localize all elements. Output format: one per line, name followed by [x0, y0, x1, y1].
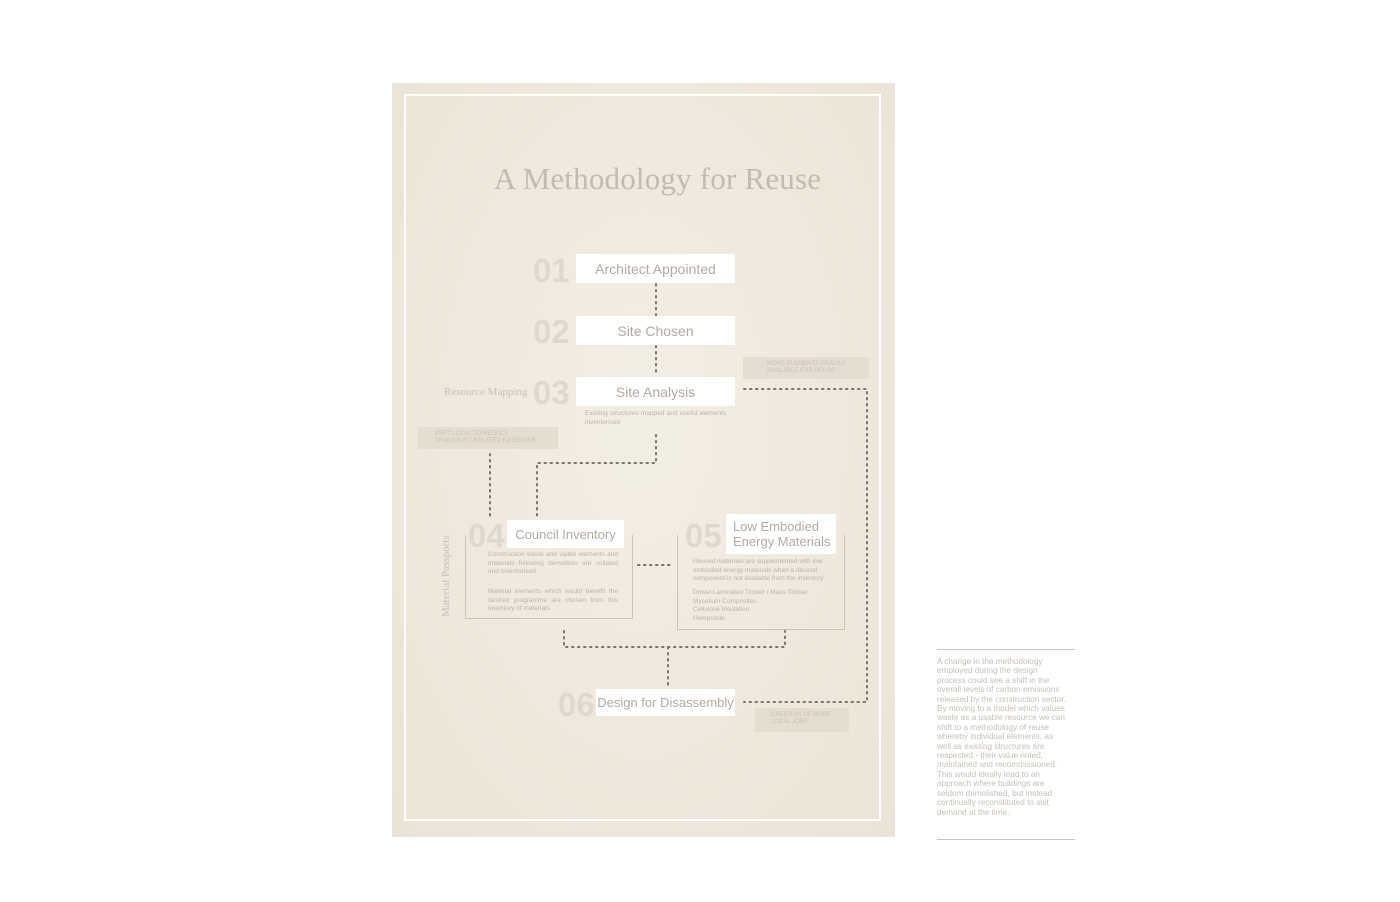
step-label: Site Chosen [617, 322, 694, 339]
note-line: MORE ELEMENTS READILY [767, 361, 846, 367]
description-panel [937, 649, 1075, 840]
step-desc-low-embodied: Reused materials are supplemented with low embodied energy materials when a desired component is not available from the inventory [693, 558, 824, 582]
description-text: A change in the methodology employed during the design process could see a shift in the overall levels of carbon emissions released by the construction sector. By moving to a model which values waste as a usable resource we can shift to a methodology of reuse whereby individual elements, as well as existing structures are respected - their value noted, maintained and recommissioned. This would ideally lead to an approach where buildings are seldom demolished, but instead continually reconstituted to suit demand at the time. [937, 657, 1066, 817]
side-label-resource-mapping: Resource Mapping [444, 386, 528, 398]
note-line: KEPT LOCAL TO REDUCE [435, 431, 509, 437]
note-line: AVAILABLE FOR REUSE [767, 368, 836, 374]
step-label: Design for Disassembly [597, 695, 734, 710]
material-item: Hempcrete [693, 614, 725, 622]
step-label-line2: Energy Materials [733, 534, 831, 549]
side-label-material-passports: Material Passports [440, 535, 452, 617]
material-item: Dowel Laminated Timber / Mass Timber [693, 589, 808, 596]
step-number-02: 02 [533, 313, 570, 350]
step-desc-council-inventory-1: Construction waste and viable elements and materials following demolition are collated and inventorised [488, 551, 618, 575]
poster-title: A Methodology for Reuse [493, 161, 822, 196]
step-label: Site Analysis [615, 383, 696, 400]
step-box-low-embodied [726, 514, 836, 554]
step-desc-site-analysis: Existing structures mapped and useful elements inventorised [585, 410, 726, 426]
step-box-architect-appointed [576, 254, 735, 283]
step-label: Council Inventory [515, 526, 616, 542]
connector-04-06 [564, 631, 785, 647]
step-box-site-chosen [576, 316, 735, 345]
step-label: Architect Appointed [595, 260, 716, 277]
note-more-elements [743, 357, 869, 379]
step-box-council-inventory [507, 520, 624, 548]
note-local-jobs [755, 708, 849, 732]
note-line: CREATION OF MORE [771, 712, 832, 718]
step-label-line1: Low Embodied [733, 519, 819, 534]
step-number-04: 04 [468, 517, 505, 554]
step-number-03: 03 [533, 374, 570, 411]
step-number-01: 01 [533, 252, 570, 289]
step-box-site-analysis [576, 377, 735, 406]
material-item: Cellulose Insulation [693, 606, 750, 613]
note-line: TRANSPORT-RELATED EMISSIONS [435, 438, 536, 444]
note-kept-local [418, 427, 558, 449]
note-line: LOCAL JOBS [771, 719, 808, 725]
material-item: Mycelium Composites [693, 597, 757, 605]
step-desc-council-inventory-2: Material elements which would benefit the desired programme are chosen from this inventory of materials [488, 588, 618, 612]
step-box-design-for-disassembly [596, 689, 735, 716]
step-number-06: 06 [558, 686, 595, 723]
step-number-05: 05 [685, 517, 722, 554]
poster [392, 83, 895, 837]
materials-list [693, 589, 836, 623]
